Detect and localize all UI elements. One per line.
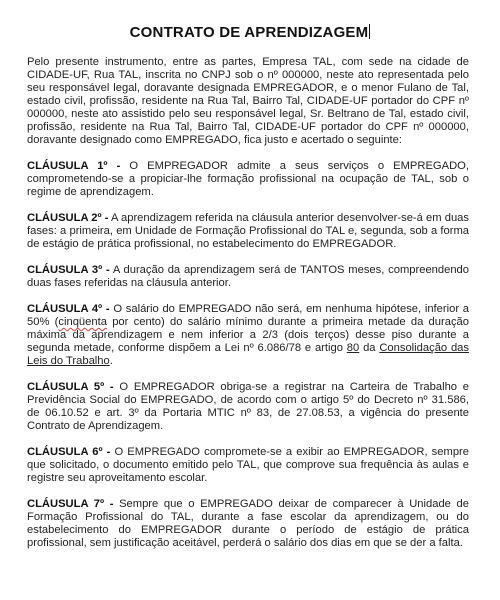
clause-6 — [27, 446, 469, 485]
clause-3-text: A duração da aprendizagem será de TANTOS meses, compreendendo duas fases referidas na cláusula anterior. — [27, 264, 469, 289]
clause-4-text-b: por cento) do salário mínimo durante a primeira metade da duração máxima da aprendizagem e nem inferior a 2/3 (dois terços) desse piso durante a segunda metade, conforme dispõem a Lei nº 6.086/78 e artigo — [27, 316, 469, 354]
intro-paragraph: Pelo presente instrumento, entre as partes, Empresa TAL, com sede na cidade de CIDADE-UF, Rua TAL, inscrita no CNPJ sob o nº 000000, neste ato representada pelo seu responsável legal, doravante designada EMPREGADOR, e o menor Fulano de Tal, estado civil, profissão, residente na Rua Tal, Bairro Tal, CIDADE-UF portador do CPF nº 000000, neste ato assistido pelo seu responsável legal, Sr. Beltrano de Tal, estado civil, profissão, residente na Rua Tal, Bairro Tal, CIDADE-UF portador do CPF nº 000000, doravante designado como EMPREGADO, fica justo e acertado o seguinte: — [27, 56, 469, 146]
clause-3-label: CLÁUSULA 3º - — [27, 264, 110, 276]
clause-3 — [27, 264, 469, 290]
clt-link[interactable]: Consolidação das Leis do Trabalho — [27, 342, 470, 367]
document-title — [0, 24, 500, 41]
clause-1-text: O EMPREGADOR admite a seus serviços o EMPREGADO, comprometendo-se a propiciar-lhe formação profissional na ocupação de TAL, sob o regime de aprendizagem. — [27, 160, 469, 198]
clause-4 — [27, 303, 469, 368]
clause-2-label: CLÁUSULA 2º - — [27, 212, 109, 224]
document-body — [27, 56, 469, 563]
clause-5-label: CLÁUSULA 5º - — [27, 381, 114, 393]
clause-6-text: O EMPREGADO compromete-se a exibir ao EMPREGADOR, sempre que solicitado, o documento emitido pelo TAL, que comprove sua frequência às aulas e registre seu aproveitamento escolar. — [27, 446, 469, 484]
clause-2-text: A aprendizagem referida na cláusula anterior desenvolver-se-á em duas fases: a primeira, em Unidade de Formação Profissional do TAL e, segunda, sob a forma de estágio de prática profissional, no estabelecimento do EMPREGADOR. — [27, 212, 469, 250]
clause-7-text: Sempre que o EMPREGADO deixar de comparecer à Unidade de Formação Profissional do TAL, durante a fase escolar da aprendizagem, ou do estabelecimento do EMPREGADOR durante o período de estágio de prática profissional, sem justificação aceitável, perderá o salário dos dias em que se der a falta. — [27, 498, 469, 549]
clause-4-text-d: . — [109, 355, 113, 367]
clause-4-label: CLÁUSULA 4º - — [27, 303, 110, 315]
document-title-text: CONTRATO DE APRENDIZAGEM — [129, 24, 369, 41]
clause-4-text-a: O salário do EMPREGADO não será, em nenhuma hipótese, inferior a 50% ( — [27, 303, 469, 328]
clause-7-label: CLÁUSULA 7º - — [27, 498, 114, 510]
clause-2 — [27, 212, 469, 251]
clause-5-text: O EMPREGADOR obriga-se a registrar na Carteira de Trabalho e Previdência Social do EMPREGADO, de acordo com o artigo 5º do Decreto nº 31.586, de 06.10.52 e art. 3º da Portaria MTIC nº 83, de 27.08.53, a vigência do presente Contrato de Aprendizagem. — [27, 381, 469, 432]
clause-1-label: CLÁUSULA 1º - — [27, 160, 121, 172]
clause-4-text-c: da — [359, 342, 380, 354]
article-link[interactable]: 80 — [346, 342, 360, 354]
clause-1 — [27, 160, 469, 199]
spellcheck-flagged-word[interactable]: cinqüenta — [58, 316, 107, 328]
clause-7 — [27, 498, 469, 550]
text-cursor — [369, 24, 370, 39]
clause-6-label: CLÁUSULA 6º - — [27, 446, 111, 458]
clause-5 — [27, 381, 469, 433]
